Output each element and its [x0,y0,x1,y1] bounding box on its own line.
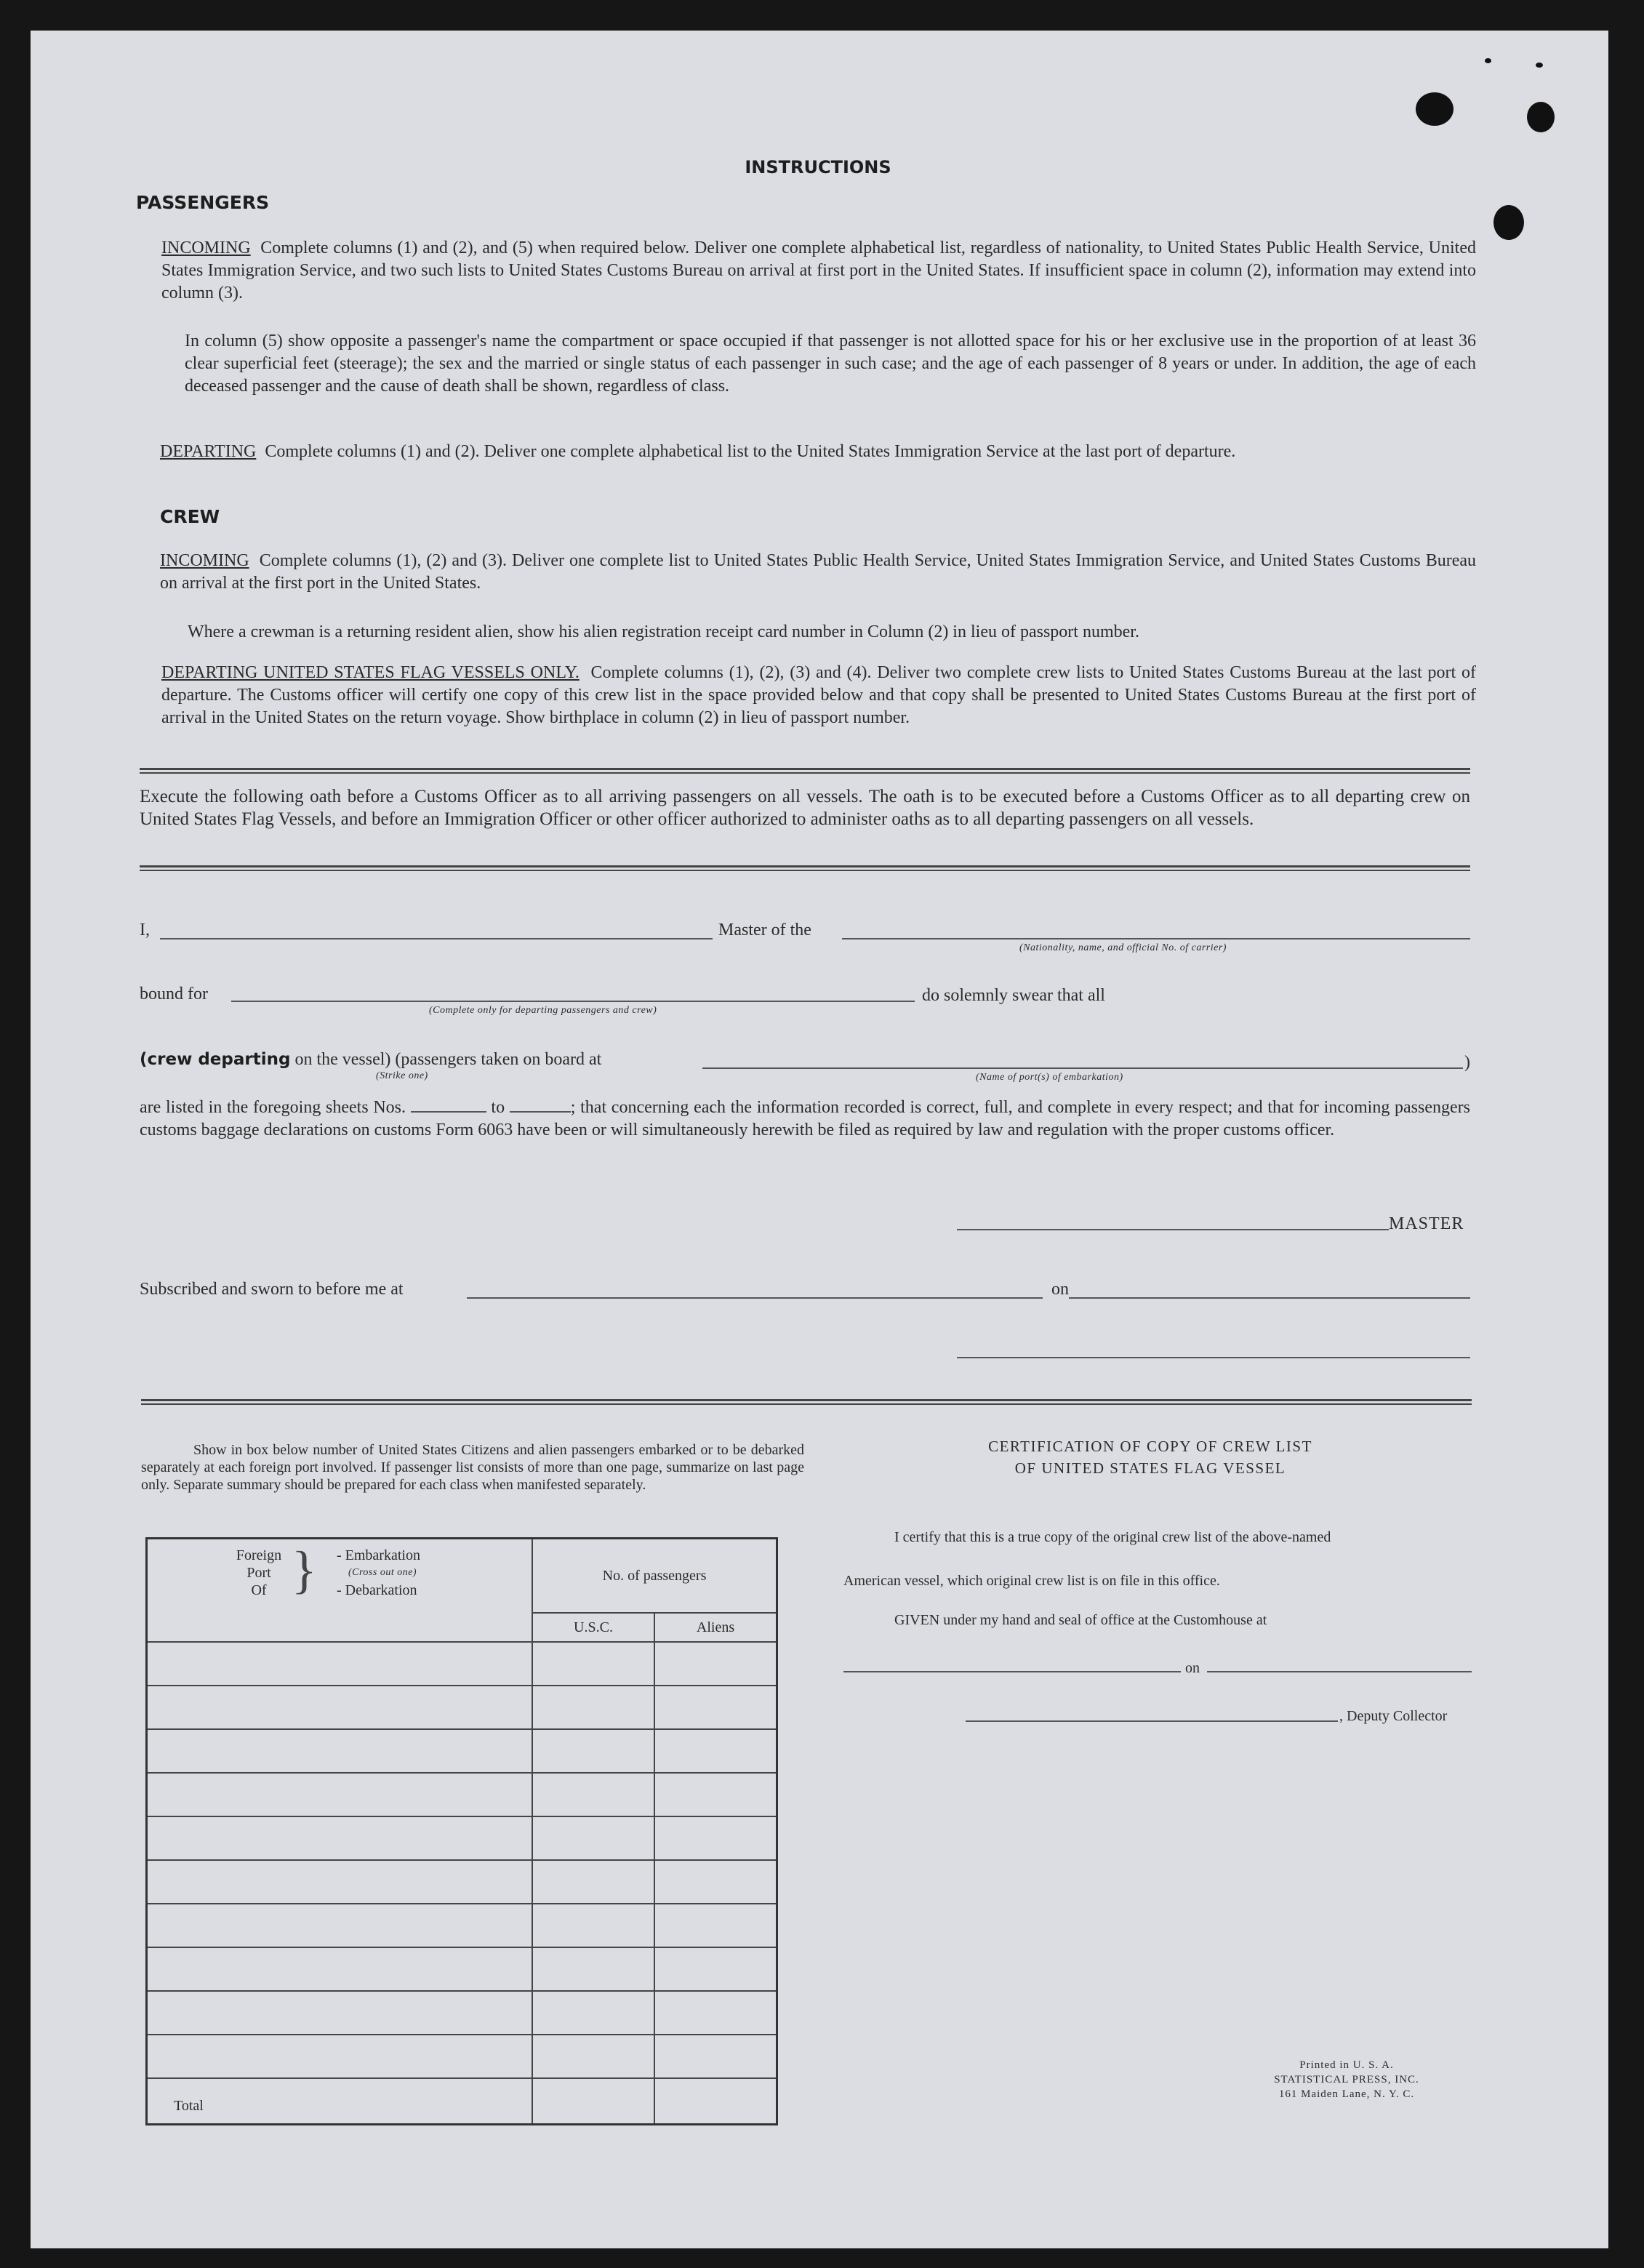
passenger-summary-table [145,1537,778,2125]
bound-for-hint: (Complete only for departing passengers and crew) [429,1005,657,1016]
port-cell[interactable] [147,1816,533,1860]
carrier-field[interactable] [842,938,1470,939]
crew-departing-text: Complete columns (1), (2), (3) and (4). Deliver two complete crew lists to United States Customs Bureau at the last port of departure. The Customs officer will certify one copy of this crew list in the space provided below and that copy shall be presented to United States Customs Bureau at the first port of arrival in the United States on the return voyage. Show birthplace in column (2) in lieu of passport number. [161,663,1476,727]
crew-incoming-text: Complete columns (1), (2) and (3). Deliver one complete list to United States Public Health Service, United States Immigration Service, and United States Customs Bureau on arrival at the first port in the United States. [160,551,1477,593]
aliens-cell[interactable] [654,2035,777,2078]
deputy-signature-field[interactable] [966,1720,1338,1722]
aliens-total-cell[interactable] [654,2078,777,2125]
certification-heading [867,1435,1434,1479]
embarkation-ports-field[interactable] [702,1067,1463,1069]
usc-total-cell[interactable] [532,2078,654,2125]
usc-cell[interactable] [532,1991,654,2035]
ink-speck [1536,63,1543,68]
section-divider [141,1399,1472,1405]
port-cell[interactable] [147,1947,533,1991]
sworn-date-field[interactable] [1069,1297,1470,1299]
table-row [147,1642,777,1686]
passengers-departing-label: DEPARTING [160,442,257,461]
crew-departing-bold: (crew departing [140,1050,291,1069]
master-of-label: Master of the [718,921,811,939]
crew-heading: CREW [160,506,220,527]
aliens-cell[interactable] [654,1773,777,1816]
port-cell[interactable] [147,1729,533,1773]
usc-cell[interactable] [532,1686,654,1729]
summary-instructions: Show in box below number of United States Citizens and alien passengers embarked or to be debarked separately at each foreign port involved. If passenger list consists of more than one page, summarize on last page only. Separate summary should be prepared for each class when manifested separately. [141,1442,804,1493]
page-title: INSTRUCTIONS [745,157,891,177]
listed-pre: are listed in the foregoing sheets Nos. [140,1098,406,1117]
master-label: MASTER [1389,1214,1464,1233]
passengers-departing-text: Complete columns (1) and (2). Deliver one complete alphabetical list to the United States Immigration Service at the last port of departure. [265,442,1236,461]
total-row [147,2078,777,2125]
ink-blot [1493,205,1524,240]
deputy-collector-label: , Deputy Collector [1339,1708,1448,1724]
port-cell[interactable] [147,1642,533,1686]
passengers-incoming-label: INCOMING [161,239,251,257]
total-label: Total [147,2078,533,2125]
printer-line1: Printed in U. S. A. [1299,2059,1394,2071]
sheet-from-field[interactable] [411,1111,486,1113]
ink-speck [1485,58,1491,63]
master-signature-field[interactable] [957,1229,1389,1230]
usc-cell[interactable] [532,2035,654,2078]
printer-line3: 161 Maiden Lane, N. Y. C. [1278,2088,1415,2100]
debarkation-label: - Debarkation [337,1582,417,1598]
passengers-departing-paragraph [160,441,1476,463]
bound-for-field[interactable] [231,1001,915,1002]
certification-date-field[interactable] [1207,1671,1472,1672]
aliens-cell[interactable] [654,1860,777,1904]
usc-cell[interactable] [532,1773,654,1816]
subscribed-label: Subscribed and sworn to before me at [140,1280,404,1299]
port-cell[interactable] [147,1991,533,2035]
aliens-cell[interactable] [654,1816,777,1860]
printer-imprint [1238,2058,1456,2101]
nationality-hint: (Nationality, name, and official No. of carrier) [1019,942,1227,953]
port-cell[interactable] [147,1686,533,1729]
sheet-to-field[interactable] [510,1111,571,1113]
usc-cell[interactable] [532,1729,654,1773]
ink-blot [1527,102,1555,132]
printer-line2: STATISTICAL PRESS, INC. [1274,2074,1419,2085]
crew-departing-line [140,1049,601,1071]
foreign-label: Foreign [236,1547,282,1563]
table-row [147,2035,777,2078]
ink-blot [1416,92,1453,126]
listed-to: to [491,1098,505,1117]
aliens-cell[interactable] [654,1729,777,1773]
section-divider [140,768,1470,774]
usc-cell[interactable] [532,1947,654,1991]
embarkation-label: - Embarkation [337,1547,420,1563]
usc-cell[interactable] [532,1860,654,1904]
port-cell[interactable] [147,1773,533,1816]
certification-heading-line1: CERTIFICATION OF COPY OF CREW LIST [988,1438,1312,1455]
foreign-port-of [228,1547,290,1599]
aliens-cell[interactable] [654,1686,777,1729]
crew-departing-rest: on the vessel) (passengers taken on board at [294,1050,602,1069]
crew-incoming-paragraph [160,550,1476,595]
port-cell[interactable] [147,2035,533,2078]
port-cell[interactable] [147,1860,533,1904]
crew-departing-paragraph [161,662,1476,729]
closing-paren: ) [1464,1053,1470,1072]
table-row [147,1686,777,1729]
usc-cell[interactable] [532,1904,654,1947]
certify-line2: American vessel, which original crew list is on file in this office. [843,1573,1220,1589]
sworn-place-field[interactable] [467,1297,1043,1299]
of-label: Of [251,1582,267,1598]
crew-resident-paragraph: Where a crewman is a returning resident alien, show his alien registration receipt card number in Column (2) in lieu of passport number. [188,622,1139,641]
customhouse-field[interactable] [843,1671,1181,1672]
aliens-cell[interactable] [654,1947,777,1991]
oath-instructions: Execute the following oath before a Customs Officer as to all arriving passengers on all vessels. The oath is to be executed before a Customs Officer as to all departing crew on United States Flag Vessels, and before an Immigration Officer or other officer authorized to administer oaths as to all departing passengers on all vessels. [140,787,1470,829]
officer-signature-field[interactable] [957,1357,1470,1358]
swear-text: do solemnly swear that all [922,986,1105,1005]
given-text: GIVEN under my hand and seal of office at the Customhouse at [894,1612,1267,1628]
table-row [147,1729,777,1773]
column5-paragraph: In column (5) show opposite a passenger's name the compartment or space occupied if that passenger is not allotted space for his or her exclusive use in the proportion of at least 36 clear superficial feet (steerage); the sex and the married or single status of each passenger in such case; and the age of each passenger of 8 years or under. In addition, the age of each deceased passenger and the cause of death shall be shown, regardless of class. [185,332,1476,396]
master-name-field[interactable] [160,938,713,939]
port-label: Port [246,1565,271,1581]
aliens-cell[interactable] [654,1904,777,1947]
certification-on-label: on [1185,1660,1200,1676]
usc-cell[interactable] [532,1816,654,1860]
listed-rest: ; that concerning each the information recorded is correct, full, and complete in every respect; and that for incoming passengers customs baggage declarations on customs Form 6063 have been or will simultaneously herewith be filed as required by law and regulation with the proper customs officer. [140,1098,1470,1139]
table-row [147,1991,777,2035]
table-row [147,1947,777,1991]
document-page [31,31,1608,2248]
certify-line1: I certify that this is a true copy of the original crew list of the above-named [894,1529,1331,1545]
passengers-incoming-paragraph [161,237,1476,305]
port-header-cell [147,1539,533,1642]
aliens-cell[interactable] [654,1642,777,1686]
ports-hint: (Name of port(s) of embarkation) [976,1072,1123,1083]
no-of-passengers-header: No. of passengers [532,1539,777,1613]
table-row [147,1773,777,1816]
strike-one-hint: (Strike one) [376,1070,428,1081]
bound-for-label: bound for [140,985,208,1003]
port-cell[interactable] [147,1904,533,1947]
crew-incoming-label: INCOMING [160,551,249,570]
table-row [147,1816,777,1860]
passengers-heading: PASSENGERS [136,192,270,213]
aliens-header: Aliens [654,1613,777,1642]
aliens-cell[interactable] [654,1991,777,2035]
usc-cell[interactable] [532,1642,654,1686]
listed-paragraph [140,1097,1470,1142]
usc-header: U.S.C. [532,1613,654,1642]
sworn-on-label: on [1051,1280,1069,1299]
oath-i-label: I, [140,921,150,939]
section-divider [140,865,1470,871]
certification-heading-line2: OF UNITED STATES FLAG VESSEL [1014,1459,1286,1477]
crew-departing-label: DEPARTING UNITED STATES FLAG VESSELS ONLY. [161,663,580,682]
brace-icon: } [292,1541,317,1599]
table-row [147,1860,777,1904]
cross-out-hint: (Cross out one) [348,1567,417,1578]
table-row [147,1904,777,1947]
passengers-incoming-text: Complete columns (1) and (2), and (5) when required below. Deliver one complete alphabetical list, regardless of nationality, to United States Public Health Service, United States Immigration Service, and two such lists to United States Customs Bureau on arrival at first port in the United States. If insufficient space in column (2), information may extend into column (3). [161,239,1476,302]
